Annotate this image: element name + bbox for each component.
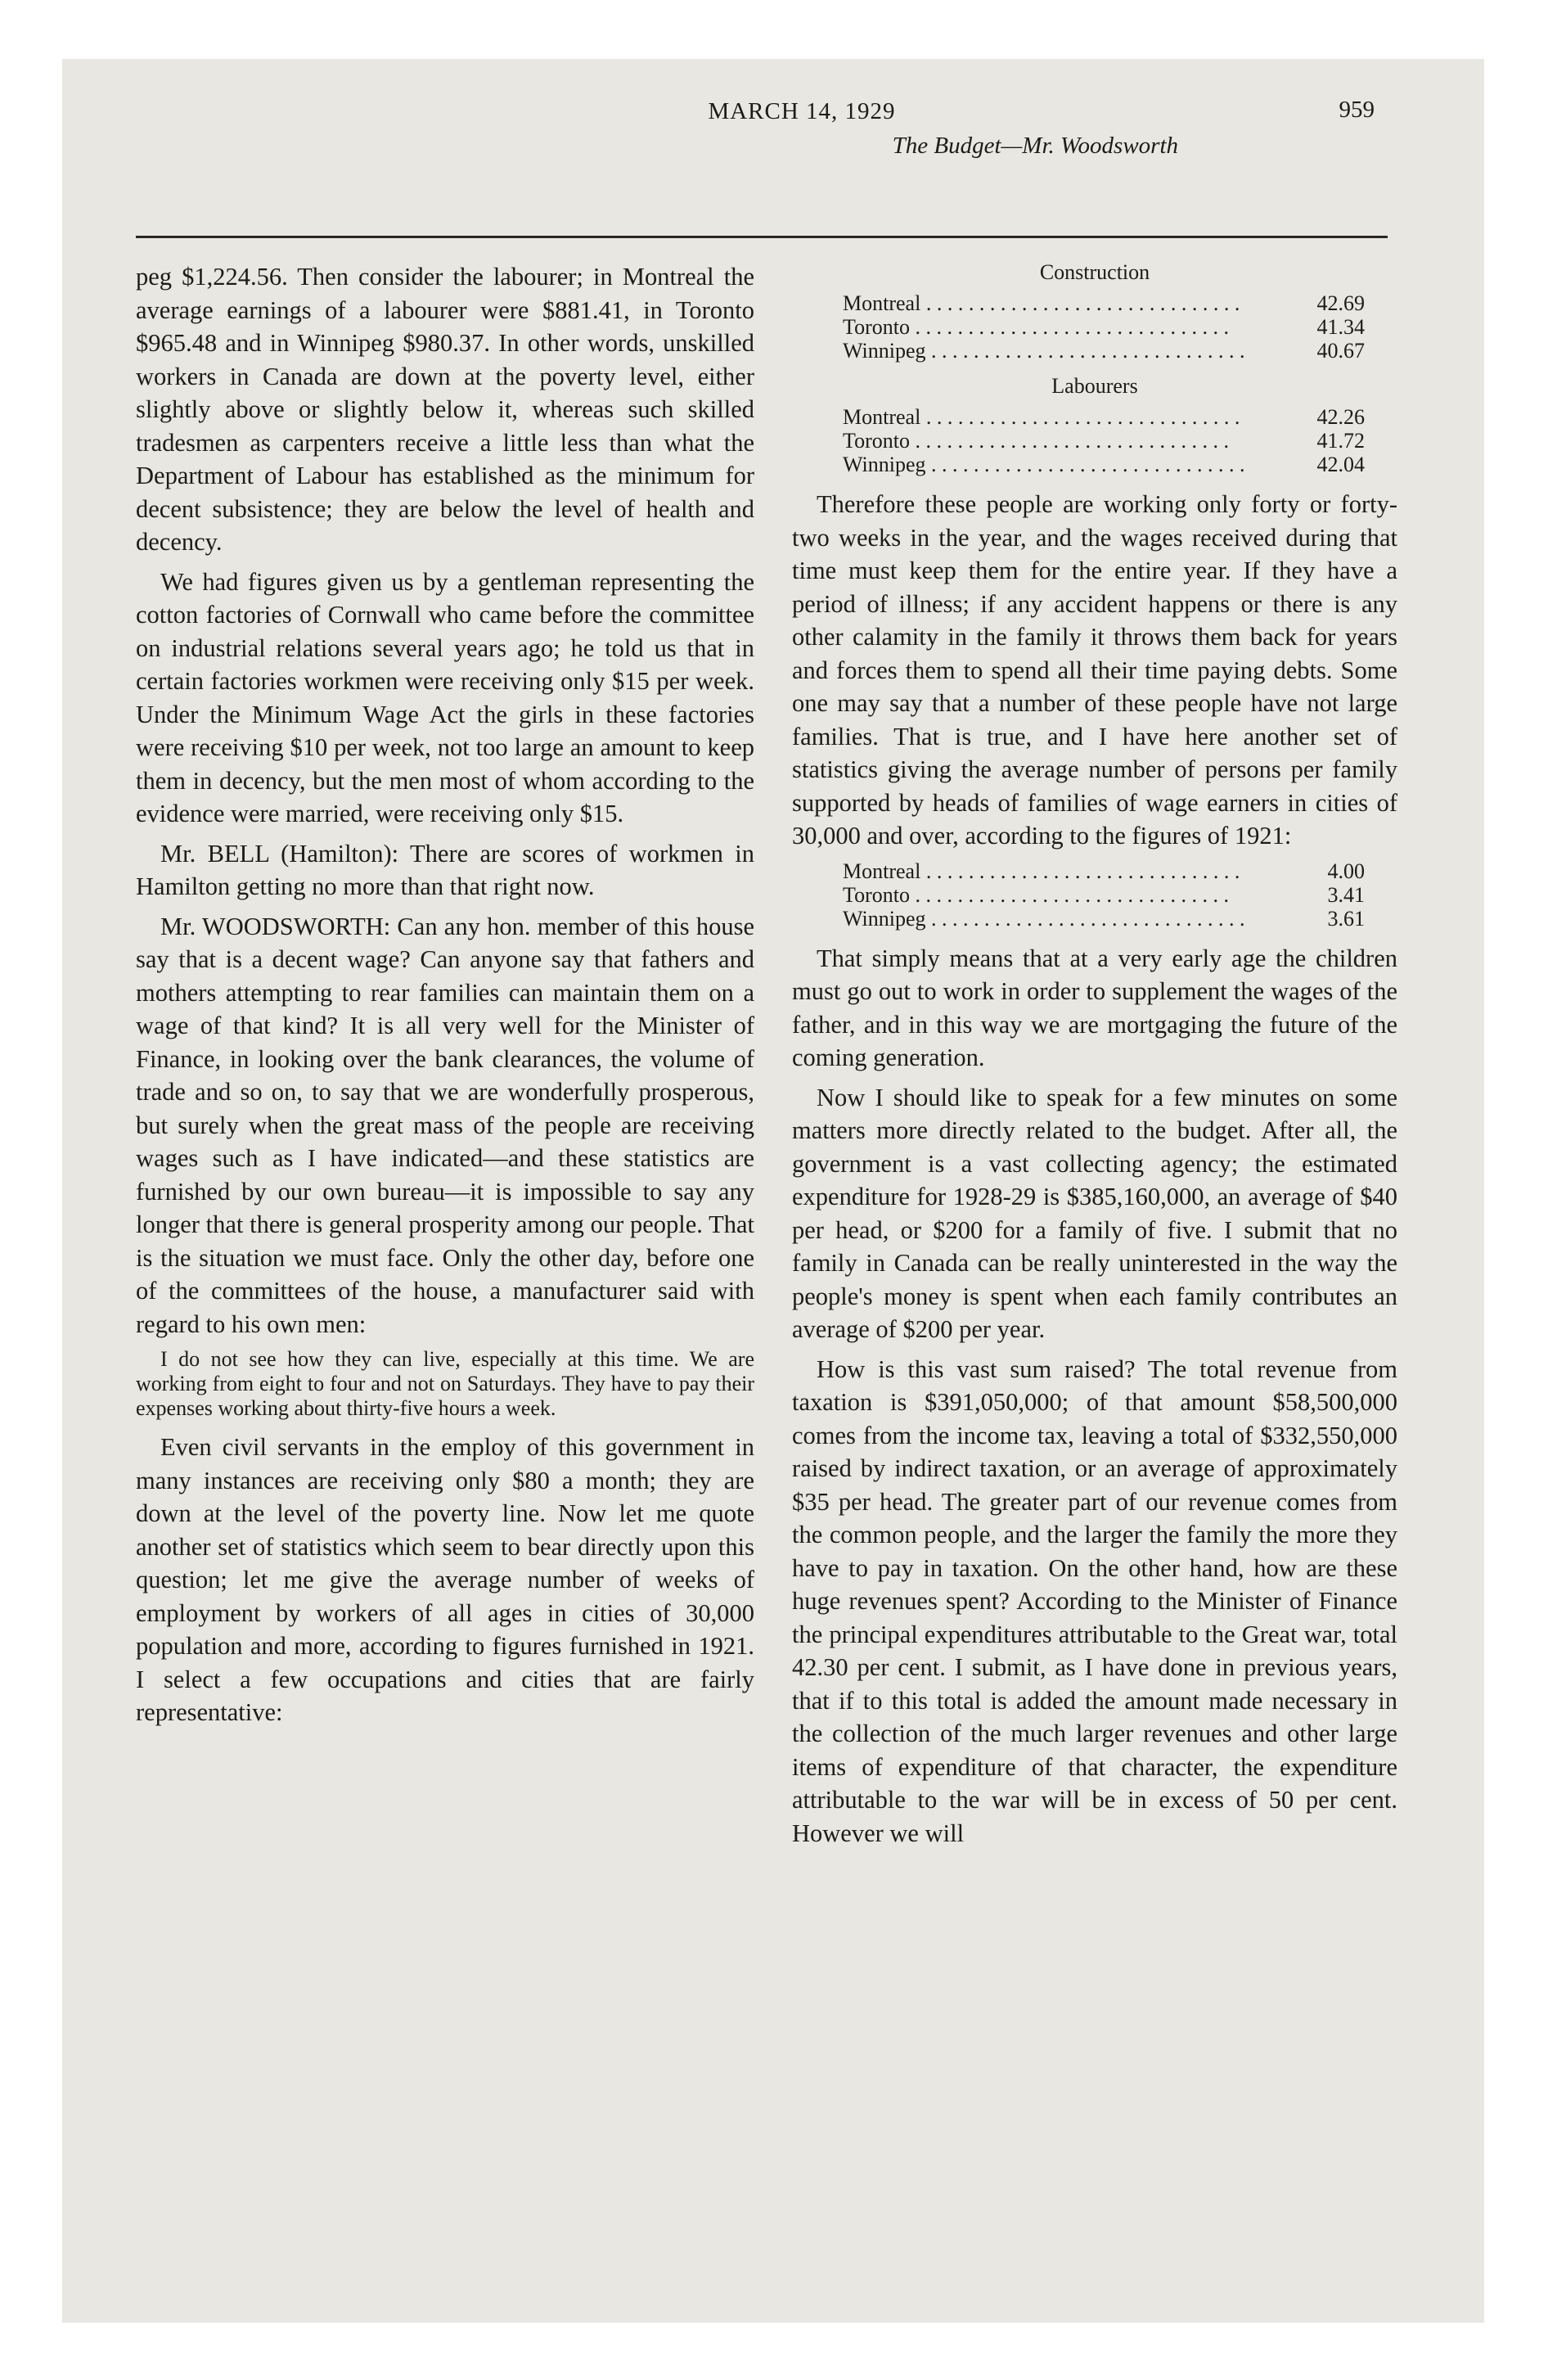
table-row	[792, 429, 1397, 453]
paragraph: peg $1,224.56. Then consider the labourer; in Montreal the average earnings of a labourer were $881.41, in Toronto $965.48 and in Winnipeg $980.37. In other words, unskilled workers in Canada are down at the poverty level, either slightly above or slightly below it, whereas such skilled tradesmen as carpenters receive a little less than what the Department of Labour has established as the minimum for decent subsistence; they are below the level of health and decency.	[136, 263, 754, 556]
city-label: Toronto . . .	[843, 883, 1307, 907]
table-value: 42.26	[1316, 405, 1365, 429]
table-value: 42.04	[1316, 453, 1365, 476]
right-column	[792, 260, 1397, 1856]
table-row	[792, 453, 1397, 476]
table-value: 40.67	[1316, 339, 1365, 363]
table-value: 4.00	[1327, 859, 1365, 883]
table-value: 42.69	[1316, 291, 1365, 315]
paragraph: Mr. BELL (Hamilton): There are scores of workmen in Hamilton getting no more than that right now.	[136, 839, 754, 900]
quote-text: I do not see how they can live, especially at this time. We are working from eight to four and not on Saturdays. They have to pay their expenses working about thirty-five hours a week.	[136, 1347, 754, 1420]
city-label: Winnipeg . . .	[843, 339, 1307, 363]
statistics-table	[792, 291, 1397, 363]
table-row	[792, 315, 1397, 339]
paragraph: Now I should like to speak for a few minutes on some matters more directly related to the budget. After all, the government is a vast collecting agency; the estimated expenditure for 1928-29 is $385,160,000, an average of $40 per head, or $200 for a family of five. I submit that no family in Canada can be really uninterested in the way the people's money is spent when each family contributes an average of $200 per year.	[792, 1083, 1397, 1343]
table-value: 3.41	[1327, 882, 1365, 907]
city-label: Montreal . . .	[843, 291, 1307, 315]
page-number: 959	[1339, 97, 1375, 123]
header-divider	[136, 236, 1388, 238]
table-row	[792, 405, 1397, 429]
city-label: Montreal . . .	[843, 859, 1307, 883]
statistics-table	[792, 405, 1397, 476]
header-subtitle: The Budget—Mr. Woodsworth	[892, 133, 1178, 159]
table-heading: Labourers	[1051, 374, 1138, 398]
paragraph: How is this vast sum raised? The total revenue from taxation is $391,050,000; of that amount $58,500,000 comes from the income tax, leaving a total of $332,550,000 raised by indirect taxation, or an average of approximately $35 per head. The greater part of our revenue comes from the common people, and the larger the family the more they have to pay in taxation. On the other hand, how are these huge revenues spent? According to the Minister of Finance the principal expenditures attributable to the Great war, total 42.30 per cent. I submit, as I have done in previous years, that if to this total is added the amount made necessary in the collection of the much larger revenues and other large items of expenditure of that character, the expenditure attributable to the war will be in excess of 50 per cent. However we will	[792, 1355, 1397, 1847]
table-value: 41.72	[1316, 429, 1365, 453]
table-value: 41.34	[1316, 315, 1365, 339]
table-heading: Construction	[1039, 260, 1150, 284]
table-row	[792, 883, 1397, 907]
paragraph: We had figures given us by a gentleman representing the cotton factories of Cornwall who came before the committee on industrial relations several years ago; he told us that in certain factories workmen were receiving only $15 per week. Under the Minimum Wage Act the girls in these factories were receiving $10 per week, not too large an amount to keep them in decency, but the men most of whom according to the evidence were married, were receiving only $15.	[136, 567, 754, 827]
paragraph: Therefore these people are working only forty or forty-two weeks in the year, and the wages received during that time must keep them for the entire year. If they have a period of illness; if any accident happens or there is any other calamity in the family it throws them back for years and forces them to spend all their time paying debts. Some one may say that a number of these people have not large families. That is true, and I have here another set of statistics giving the average number of persons per family supported by heads of families of wage earners in cities of 30,000 and over, according to the figures of 1921:	[792, 490, 1397, 850]
city-label: Montreal . . .	[843, 405, 1307, 429]
paragraph: Mr. WOODSWORTH: Can any hon. member of this house say that is a decent wage? Can anyone say that fathers and mothers attempting to rear families can maintain them on a wage of that kind? It is all very well for the Minister of Finance, in looking over the bank clearances, the volume of trade and so on, to say that we are wonderfully prosperous, but surely when the great mass of the people are receiving wages such as I have indicated—and these statistics are furnished by our own bureau—it is impossible to say any longer that there is general prosperity among our people. That is the situation we must face. Only the other day, before one of the committees of the house, a manufacturer said with regard to his own men:	[136, 912, 754, 1338]
city-label: Winnipeg . . .	[843, 907, 1307, 931]
header-date: MARCH 14, 1929	[708, 98, 896, 124]
left-column	[136, 260, 754, 1736]
city-label: Winnipeg . . .	[843, 453, 1307, 476]
table-value: 3.61	[1327, 906, 1365, 931]
table-row	[792, 291, 1397, 315]
table-row	[792, 339, 1397, 363]
table-row	[792, 859, 1397, 883]
city-label: Toronto . . .	[843, 429, 1307, 453]
paragraph: Even civil servants in the employ of this government in many instances are receiving only $80 a month; they are down at the level of the poverty line. Now let me quote another set of statistics which seem to bear directly upon this question; let me give the average number of weeks of employment by workers of all ages in cities of 30,000 population and more, according to figures furnished in 1921. I select a few occupations and cities that are fairly representative:	[136, 1433, 754, 1726]
block-quote	[136, 1347, 754, 1421]
family-size-table	[792, 859, 1397, 931]
city-label: Toronto . . .	[843, 315, 1307, 339]
table-row	[792, 907, 1397, 931]
paragraph: That simply means that at a very early age the children must go out to work in order to supplement the wages of the father, and in this way we are mortgaging the future of the coming generation.	[792, 944, 1397, 1071]
